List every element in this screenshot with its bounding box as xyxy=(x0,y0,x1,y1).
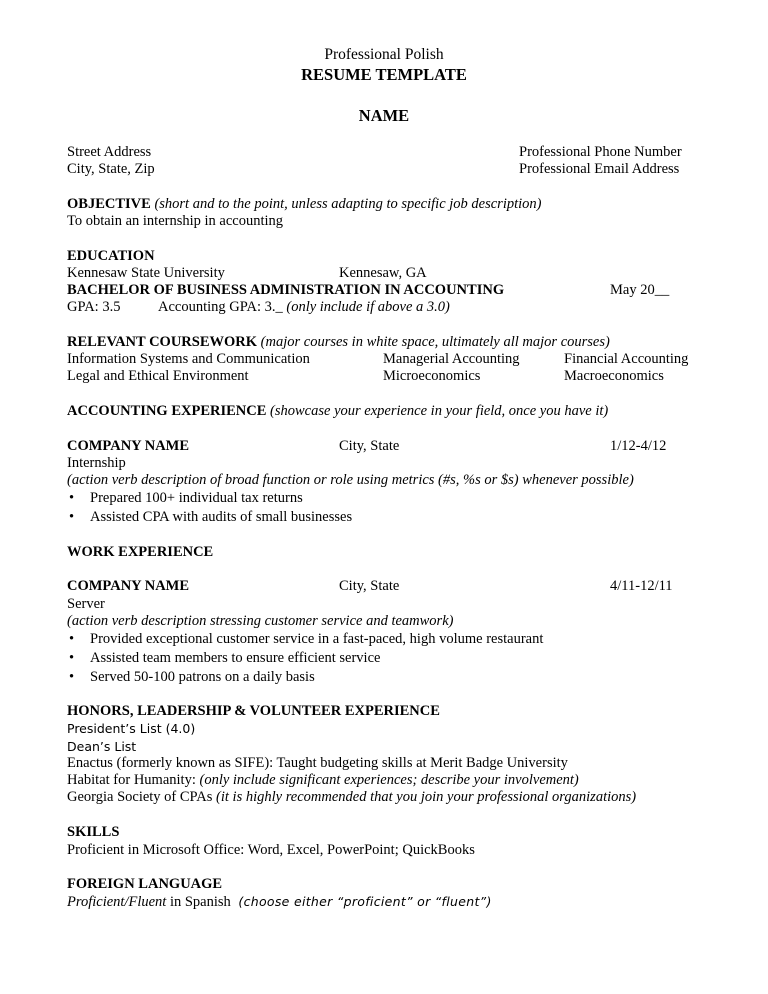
job-role: Internship xyxy=(67,455,126,471)
course-item: Financial Accounting xyxy=(564,351,689,367)
foreign-language-line xyxy=(67,893,492,911)
accounting-experience-heading-line xyxy=(67,403,608,420)
list-item-text: Assisted CPA with audits of small businesses xyxy=(90,509,353,525)
course-item: Macroeconomics xyxy=(564,368,664,384)
language-name: in Spanish xyxy=(169,894,231,910)
list-item-text: Assisted team members to ensure efficient service xyxy=(90,650,381,666)
gscpa-item xyxy=(67,789,636,806)
job-dates: 1/12-4/12 xyxy=(610,438,667,454)
job-description: (action verb description of broad function or role using metrics (#s, %s or $s) whenever possible) xyxy=(67,472,634,488)
course-item: Managerial Accounting xyxy=(383,351,520,367)
objective-text: To obtain an internship in accounting xyxy=(67,213,284,229)
skills-text: Proficient in Microsoft Office: Word, Excel, PowerPoint; QuickBooks xyxy=(67,842,475,858)
job-dates: 4/11-12/11 xyxy=(610,578,673,594)
objective-heading-line xyxy=(67,196,541,213)
habitat-label: Habitat for Humanity: xyxy=(67,772,196,788)
accounting-experience-heading: ACCOUNTING EXPERIENCE xyxy=(67,403,267,419)
course-item: Information Systems and Communication xyxy=(67,351,310,367)
language-level: Proficient/Fluent xyxy=(67,894,167,910)
coursework-heading: RELEVANT COURSEWORK xyxy=(67,334,258,350)
accounting-experience-note: (showcase your experience in your field, once you have it) xyxy=(270,403,609,419)
education-heading: EDUCATION xyxy=(67,248,155,264)
street-address: Street Address xyxy=(67,144,152,160)
gpa-note: (only include if above a 3.0) xyxy=(286,299,450,315)
language-note: (choose either “proficient” or “fluent”) xyxy=(238,894,492,909)
accounting-gpa: Accounting GPA: 3._ xyxy=(158,299,283,315)
objective-note: (short and to the point, unless adapting to specific job description) xyxy=(154,196,542,212)
city-state-zip: City, State, Zip xyxy=(67,161,155,177)
page-title: RESUME TEMPLATE xyxy=(301,65,467,84)
course-item: Legal and Ethical Environment xyxy=(67,368,249,384)
bullet-icon xyxy=(69,650,74,667)
objective-heading: OBJECTIVE xyxy=(67,196,151,212)
school-location: Kennesaw, GA xyxy=(339,265,427,281)
work-experience-heading: WORK EXPERIENCE xyxy=(67,544,214,560)
gpa-line xyxy=(158,299,450,316)
graduation-date: May 20__ xyxy=(610,282,670,298)
header-subtitle: Professional Polish xyxy=(324,46,444,63)
skills-heading: SKILLS xyxy=(67,824,120,840)
habitat-item xyxy=(67,772,579,789)
list-item-text: Provided exceptional customer service in a fast-paced, high volume restaurant xyxy=(90,631,544,647)
gscpa-note: (it is highly recommended that you join your professional organizations) xyxy=(216,789,637,805)
name-heading: NAME xyxy=(358,106,410,125)
honors-heading: HONORS, LEADERSHIP & VOLUNTEER EXPERIENCE xyxy=(67,703,440,719)
company-name: COMPANY NAME xyxy=(67,578,190,594)
job-role: Server xyxy=(67,596,105,612)
email-address: Professional Email Address xyxy=(519,161,680,177)
enactus-item: Enactus (formerly known as SIFE): Taught budgeting skills at Merit Badge University xyxy=(67,755,568,771)
presidents-list: President’s List (4.0) xyxy=(67,721,196,736)
phone-number: Professional Phone Number xyxy=(519,144,682,160)
company-location: City, State xyxy=(339,578,400,594)
bullet-icon xyxy=(69,509,74,526)
coursework-heading-line xyxy=(67,334,610,351)
foreign-language-heading: FOREIGN LANGUAGE xyxy=(67,876,223,892)
bullet-icon xyxy=(69,631,74,648)
habitat-note: (only include significant experiences; describe your involvement) xyxy=(199,772,579,788)
school-name: Kennesaw State University xyxy=(67,265,225,281)
degree-name: BACHELOR OF BUSINESS ADMINISTRATION IN ACCOUNTING xyxy=(67,282,505,298)
company-location: City, State xyxy=(339,438,400,454)
course-item: Microeconomics xyxy=(383,368,481,384)
list-item-text: Prepared 100+ individual tax returns xyxy=(90,490,303,506)
bullet-icon xyxy=(69,669,74,686)
job-description: (action verb description stressing customer service and teamwork) xyxy=(67,613,454,629)
gpa: GPA: 3.5 xyxy=(67,299,121,315)
gscpa-label: Georgia Society of CPAs xyxy=(67,789,213,805)
deans-list: Dean’s List xyxy=(67,739,137,754)
bullet-icon xyxy=(69,490,74,507)
coursework-note: (major courses in white space, ultimately all major courses) xyxy=(260,334,610,350)
list-item-text: Served 50-100 patrons on a daily basis xyxy=(90,669,315,685)
company-name: COMPANY NAME xyxy=(67,438,190,454)
